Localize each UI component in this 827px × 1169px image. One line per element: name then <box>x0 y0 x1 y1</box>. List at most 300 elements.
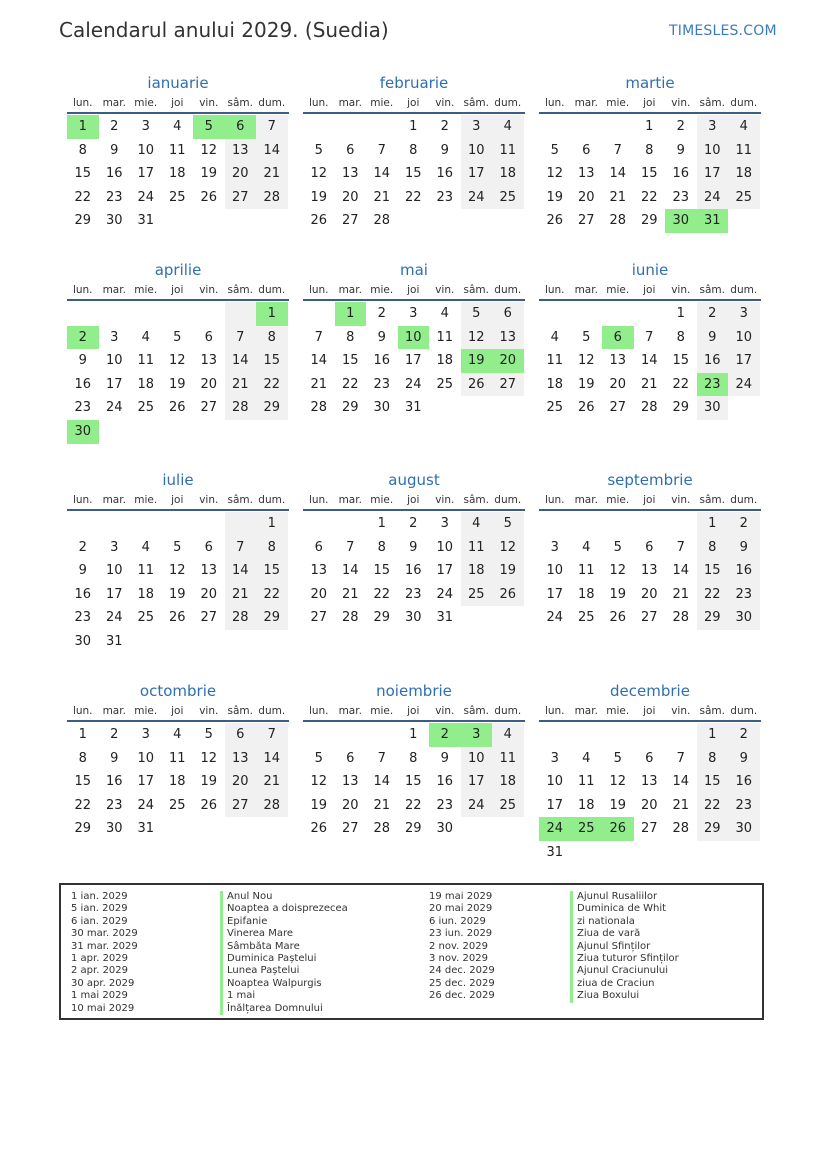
day-cell[interactable]: 28 <box>225 606 257 630</box>
day-cell[interactable]: 27 <box>492 373 524 397</box>
day-cell[interactable]: 7 <box>346 539 355 555</box>
day-cell[interactable]: 8 <box>78 142 87 158</box>
day-cell[interactable]: 26 <box>310 821 328 837</box>
day-cell[interactable]: 31 <box>404 400 422 416</box>
day-cell[interactable]: 13 <box>200 353 218 369</box>
day-cell[interactable]: 6 <box>346 142 355 158</box>
day-cell[interactable]: 23 <box>105 189 123 205</box>
day-cell[interactable]: 19 <box>168 586 186 602</box>
day-cell[interactable]: 5 <box>314 142 323 158</box>
day-cell[interactable]: 7 <box>256 115 288 139</box>
day-cell[interactable]: 14 <box>256 747 288 771</box>
day-cell[interactable]: 16 <box>728 559 760 583</box>
day-cell[interactable]: 7 <box>314 329 323 345</box>
day-cell[interactable]: 20 <box>200 376 218 392</box>
day-cell[interactable]: 6 <box>645 539 654 555</box>
day-cell[interactable]: 11 <box>168 750 186 766</box>
day-cell[interactable]: 5 <box>613 539 622 555</box>
day-cell[interactable]: 23 <box>672 189 690 205</box>
day-cell[interactable]: 11 <box>492 139 524 163</box>
day-cell[interactable]: 2 <box>676 119 685 134</box>
day-cell[interactable]: 19 <box>609 586 627 602</box>
day-cell[interactable]: 9 <box>78 353 87 369</box>
day-cell[interactable]: 3 <box>728 302 760 326</box>
day-cell[interactable]: 1 <box>256 302 288 326</box>
day-cell[interactable]: 18 <box>577 797 595 813</box>
day-cell[interactable]: 10 <box>105 353 123 369</box>
day-cell[interactable]: 13 <box>225 139 257 163</box>
day-cell[interactable]: 10 <box>105 563 123 579</box>
day-cell[interactable]: 3 <box>550 750 559 766</box>
day-cell[interactable]: 26 <box>577 400 595 416</box>
day-cell[interactable]: 7 <box>377 750 386 766</box>
day-cell[interactable]: 16 <box>74 586 92 602</box>
day-cell[interactable]: 25 <box>571 817 603 841</box>
site-logo-text[interactable]: TIMESLES.COM <box>669 23 777 39</box>
day-cell[interactable]: 3 <box>141 727 150 742</box>
day-cell[interactable]: 28 <box>256 186 288 210</box>
day-cell[interactable]: 14 <box>672 774 690 790</box>
day-cell[interactable]: 19 <box>310 189 328 205</box>
day-cell[interactable]: 5 <box>173 329 182 345</box>
day-cell[interactable]: 22 <box>404 189 422 205</box>
day-cell[interactable]: 16 <box>436 774 454 790</box>
day-cell[interactable]: 15 <box>697 559 729 583</box>
day-cell[interactable]: 5 <box>314 750 323 766</box>
day-cell[interactable]: 5 <box>550 142 559 158</box>
day-cell[interactable]: 8 <box>409 750 418 766</box>
day-cell[interactable]: 4 <box>728 115 760 139</box>
day-cell[interactable]: 13 <box>492 326 524 350</box>
day-cell[interactable]: 18 <box>577 586 595 602</box>
day-cell[interactable]: 9 <box>676 142 685 158</box>
day-cell[interactable]: 30 <box>697 396 729 420</box>
day-cell[interactable]: 16 <box>436 166 454 182</box>
day-cell[interactable]: 26 <box>168 610 186 626</box>
day-cell[interactable]: 16 <box>697 349 729 373</box>
day-cell[interactable]: 14 <box>225 559 257 583</box>
day-cell[interactable]: 1 <box>335 302 367 326</box>
day-cell[interactable]: 28 <box>341 610 359 626</box>
day-cell[interactable]: 18 <box>461 559 493 583</box>
day-cell[interactable]: 31 <box>546 844 564 860</box>
day-cell[interactable]: 15 <box>697 770 729 794</box>
day-cell[interactable]: 20 <box>640 797 658 813</box>
day-cell[interactable]: 14 <box>225 349 257 373</box>
day-cell[interactable]: 5 <box>492 512 524 536</box>
day-cell[interactable]: 25 <box>728 186 760 210</box>
day-cell[interactable]: 24 <box>105 400 123 416</box>
day-cell[interactable]: 19 <box>546 189 564 205</box>
day-cell[interactable]: 9 <box>728 536 760 560</box>
day-cell[interactable]: 6 <box>204 329 213 345</box>
day-cell[interactable]: 6 <box>346 750 355 766</box>
day-cell[interactable]: 7 <box>645 329 654 345</box>
day-cell[interactable]: 14 <box>373 774 391 790</box>
day-cell[interactable]: 19 <box>577 376 595 392</box>
day-cell[interactable]: 5 <box>204 727 213 742</box>
day-cell[interactable]: 2 <box>377 306 386 321</box>
day-cell[interactable]: 31 <box>105 633 123 649</box>
day-cell[interactable]: 24 <box>461 794 493 818</box>
day-cell[interactable]: 29 <box>640 213 658 229</box>
day-cell[interactable]: 10 <box>137 750 155 766</box>
day-cell[interactable]: 3 <box>110 539 119 555</box>
day-cell[interactable]: 12 <box>609 563 627 579</box>
day-cell[interactable]: 10 <box>728 326 760 350</box>
day-cell[interactable]: 17 <box>105 376 123 392</box>
day-cell[interactable]: 22 <box>697 794 729 818</box>
day-cell[interactable]: 18 <box>168 774 186 790</box>
day-cell[interactable]: 27 <box>310 610 328 626</box>
day-cell[interactable]: 12 <box>200 750 218 766</box>
day-cell[interactable]: 9 <box>110 750 119 766</box>
day-cell[interactable]: 2 <box>110 119 119 134</box>
day-cell[interactable]: 24 <box>404 376 422 392</box>
day-cell[interactable]: 7 <box>676 539 685 555</box>
day-cell[interactable]: 29 <box>74 821 92 837</box>
day-cell[interactable]: 13 <box>341 166 359 182</box>
day-cell[interactable]: 20 <box>609 376 627 392</box>
day-cell[interactable]: 14 <box>373 166 391 182</box>
day-cell[interactable]: 22 <box>341 376 359 392</box>
day-cell[interactable]: 25 <box>137 400 155 416</box>
day-cell[interactable]: 30 <box>67 420 99 444</box>
day-cell[interactable]: 27 <box>577 213 595 229</box>
day-cell[interactable]: 12 <box>168 563 186 579</box>
day-cell[interactable]: 3 <box>697 115 729 139</box>
day-cell[interactable]: 17 <box>461 162 493 186</box>
day-cell[interactable]: 23 <box>74 610 92 626</box>
day-cell[interactable]: 18 <box>728 162 760 186</box>
day-cell[interactable]: 26 <box>461 373 493 397</box>
day-cell[interactable]: 22 <box>404 797 422 813</box>
day-cell[interactable]: 1 <box>256 512 288 536</box>
day-cell[interactable]: 10 <box>436 539 454 555</box>
day-cell[interactable]: 2 <box>697 302 729 326</box>
day-cell[interactable]: 3 <box>141 119 150 134</box>
day-cell[interactable]: 29 <box>404 821 422 837</box>
day-cell[interactable]: 8 <box>346 329 355 345</box>
day-cell[interactable]: 10 <box>137 142 155 158</box>
day-cell[interactable]: 17 <box>697 162 729 186</box>
day-cell[interactable]: 30 <box>728 817 760 841</box>
day-cell[interactable]: 23 <box>105 797 123 813</box>
day-cell[interactable]: 22 <box>256 583 288 607</box>
day-cell[interactable]: 9 <box>728 747 760 771</box>
day-cell[interactable]: 15 <box>404 166 422 182</box>
day-cell[interactable]: 24 <box>546 610 564 626</box>
day-cell[interactable]: 2 <box>110 727 119 742</box>
day-cell[interactable]: 26 <box>310 213 328 229</box>
day-cell[interactable]: 17 <box>137 774 155 790</box>
day-cell[interactable]: 23 <box>436 797 454 813</box>
day-cell[interactable]: 3 <box>409 306 418 321</box>
day-cell[interactable]: 27 <box>609 400 627 416</box>
day-cell[interactable]: 26 <box>546 213 564 229</box>
day-cell[interactable]: 13 <box>640 563 658 579</box>
day-cell[interactable]: 31 <box>137 821 155 837</box>
day-cell[interactable]: 26 <box>602 817 634 841</box>
day-cell[interactable]: 4 <box>492 115 524 139</box>
day-cell[interactable]: 2 <box>728 723 760 747</box>
day-cell[interactable]: 15 <box>373 563 391 579</box>
day-cell[interactable]: 8 <box>377 539 386 555</box>
day-cell[interactable]: 18 <box>168 166 186 182</box>
day-cell[interactable]: 15 <box>74 774 92 790</box>
day-cell[interactable]: 25 <box>492 794 524 818</box>
day-cell[interactable]: 6 <box>225 723 257 747</box>
day-cell[interactable]: 26 <box>200 189 218 205</box>
day-cell[interactable]: 20 <box>225 770 257 794</box>
day-cell[interactable]: 4 <box>141 329 150 345</box>
day-cell[interactable]: 21 <box>672 797 690 813</box>
day-cell[interactable]: 21 <box>256 770 288 794</box>
day-cell[interactable]: 8 <box>256 536 288 560</box>
day-cell[interactable]: 11 <box>577 563 595 579</box>
day-cell[interactable]: 9 <box>440 142 449 158</box>
day-cell[interactable]: 15 <box>640 166 658 182</box>
day-cell[interactable]: 20 <box>225 162 257 186</box>
day-cell[interactable]: 28 <box>640 400 658 416</box>
day-cell[interactable]: 29 <box>373 610 391 626</box>
day-cell[interactable]: 24 <box>461 186 493 210</box>
day-cell[interactable]: 21 <box>672 586 690 602</box>
day-cell[interactable]: 15 <box>256 559 288 583</box>
day-cell[interactable]: 5 <box>193 115 225 139</box>
day-cell[interactable]: 12 <box>310 166 328 182</box>
day-cell[interactable]: 30 <box>105 821 123 837</box>
day-cell[interactable]: 24 <box>697 186 729 210</box>
day-cell[interactable]: 20 <box>310 586 328 602</box>
day-cell[interactable]: 11 <box>492 747 524 771</box>
day-cell[interactable]: 3 <box>461 723 493 747</box>
day-cell[interactable]: 6 <box>492 302 524 326</box>
day-cell[interactable]: 28 <box>609 213 627 229</box>
day-cell[interactable]: 4 <box>461 512 493 536</box>
day-cell[interactable]: 14 <box>341 563 359 579</box>
day-cell[interactable]: 24 <box>436 586 454 602</box>
day-cell[interactable]: 6 <box>204 539 213 555</box>
day-cell[interactable]: 22 <box>74 189 92 205</box>
day-cell[interactable]: 4 <box>582 539 591 555</box>
day-cell[interactable]: 16 <box>672 166 690 182</box>
day-cell[interactable]: 9 <box>440 750 449 766</box>
day-cell[interactable]: 27 <box>341 821 359 837</box>
day-cell[interactable]: 31 <box>436 610 454 626</box>
day-cell[interactable]: 24 <box>137 189 155 205</box>
day-cell[interactable]: 20 <box>341 797 359 813</box>
day-cell[interactable]: 19 <box>492 559 524 583</box>
day-cell[interactable]: 17 <box>546 586 564 602</box>
day-cell[interactable]: 21 <box>609 189 627 205</box>
day-cell[interactable]: 2 <box>440 119 449 134</box>
day-cell[interactable]: 12 <box>609 774 627 790</box>
day-cell[interactable]: 1 <box>645 119 654 134</box>
day-cell[interactable]: 18 <box>436 353 454 369</box>
day-cell[interactable]: 6 <box>602 326 634 350</box>
day-cell[interactable]: 30 <box>728 606 760 630</box>
day-cell[interactable]: 17 <box>461 770 493 794</box>
day-cell[interactable]: 12 <box>200 142 218 158</box>
day-cell[interactable]: 27 <box>640 821 658 837</box>
day-cell[interactable]: 10 <box>697 139 729 163</box>
day-cell[interactable]: 12 <box>577 353 595 369</box>
day-cell[interactable]: 23 <box>697 373 729 397</box>
day-cell[interactable]: 30 <box>105 213 123 229</box>
day-cell[interactable]: 7 <box>676 750 685 766</box>
day-cell[interactable]: 18 <box>492 770 524 794</box>
day-cell[interactable]: 17 <box>728 349 760 373</box>
day-cell[interactable]: 15 <box>74 166 92 182</box>
day-cell[interactable]: 7 <box>613 142 622 158</box>
day-cell[interactable]: 23 <box>404 586 422 602</box>
day-cell[interactable]: 10 <box>461 139 493 163</box>
day-cell[interactable]: 26 <box>609 610 627 626</box>
day-cell[interactable]: 29 <box>256 606 288 630</box>
day-cell[interactable]: 13 <box>577 166 595 182</box>
day-cell[interactable]: 1 <box>697 512 729 536</box>
day-cell[interactable]: 14 <box>256 139 288 163</box>
day-cell[interactable]: 8 <box>256 326 288 350</box>
day-cell[interactable]: 2 <box>728 512 760 536</box>
day-cell[interactable]: 11 <box>728 139 760 163</box>
day-cell[interactable]: 29 <box>341 400 359 416</box>
day-cell[interactable]: 28 <box>310 400 328 416</box>
day-cell[interactable]: 5 <box>613 750 622 766</box>
day-cell[interactable]: 15 <box>404 774 422 790</box>
day-cell[interactable]: 31 <box>137 213 155 229</box>
day-cell[interactable]: 13 <box>225 747 257 771</box>
day-cell[interactable]: 6 <box>225 115 257 139</box>
day-cell[interactable]: 3 <box>110 329 119 345</box>
day-cell[interactable]: 6 <box>582 142 591 158</box>
day-cell[interactable]: 25 <box>461 583 493 607</box>
day-cell[interactable]: 3 <box>440 516 449 531</box>
day-cell[interactable]: 2 <box>409 516 418 531</box>
day-cell[interactable]: 1 <box>409 119 418 134</box>
day-cell[interactable]: 4 <box>440 306 449 321</box>
day-cell[interactable]: 8 <box>676 329 685 345</box>
day-cell[interactable]: 1 <box>67 115 99 139</box>
day-cell[interactable]: 12 <box>492 536 524 560</box>
day-cell[interactable]: 27 <box>200 400 218 416</box>
day-cell[interactable]: 29 <box>697 606 729 630</box>
day-cell[interactable]: 22 <box>672 376 690 392</box>
day-cell[interactable]: 27 <box>225 186 257 210</box>
day-cell[interactable]: 10 <box>546 563 564 579</box>
day-cell[interactable]: 7 <box>377 142 386 158</box>
day-cell[interactable]: 16 <box>74 376 92 392</box>
day-cell[interactable]: 27 <box>225 794 257 818</box>
day-cell[interactable]: 17 <box>105 586 123 602</box>
day-cell[interactable]: 22 <box>640 189 658 205</box>
day-cell[interactable]: 1 <box>676 306 685 321</box>
day-cell[interactable]: 7 <box>225 536 257 560</box>
day-cell[interactable]: 21 <box>310 376 328 392</box>
day-cell[interactable]: 7 <box>256 723 288 747</box>
day-cell[interactable]: 13 <box>341 774 359 790</box>
day-cell[interactable]: 11 <box>436 329 454 345</box>
day-cell[interactable]: 29 <box>256 396 288 420</box>
day-cell[interactable]: 13 <box>640 774 658 790</box>
day-cell[interactable]: 1 <box>377 516 386 531</box>
day-cell[interactable]: 16 <box>105 166 123 182</box>
day-cell[interactable]: 19 <box>310 797 328 813</box>
day-cell[interactable]: 17 <box>436 563 454 579</box>
day-cell[interactable]: 30 <box>74 633 92 649</box>
day-cell[interactable]: 29 <box>697 817 729 841</box>
day-cell[interactable]: 17 <box>546 797 564 813</box>
day-cell[interactable]: 28 <box>373 821 391 837</box>
day-cell[interactable]: 3 <box>461 115 493 139</box>
day-cell[interactable]: 12 <box>310 774 328 790</box>
day-cell[interactable]: 9 <box>110 142 119 158</box>
day-cell[interactable]: 8 <box>409 142 418 158</box>
day-cell[interactable]: 28 <box>672 610 690 626</box>
day-cell[interactable]: 24 <box>105 610 123 626</box>
day-cell[interactable]: 30 <box>404 610 422 626</box>
day-cell[interactable]: 4 <box>141 539 150 555</box>
day-cell[interactable]: 8 <box>697 747 729 771</box>
day-cell[interactable]: 25 <box>577 610 595 626</box>
day-cell[interactable]: 17 <box>404 353 422 369</box>
day-cell[interactable]: 6 <box>314 539 323 555</box>
day-cell[interactable]: 2 <box>67 326 99 350</box>
day-cell[interactable]: 14 <box>640 353 658 369</box>
day-cell[interactable]: 20 <box>492 349 524 373</box>
day-cell[interactable]: 22 <box>373 586 391 602</box>
day-cell[interactable]: 6 <box>645 750 654 766</box>
day-cell[interactable]: 10 <box>546 774 564 790</box>
day-cell[interactable]: 25 <box>168 797 186 813</box>
day-cell[interactable]: 16 <box>404 563 422 579</box>
day-cell[interactable]: 8 <box>78 750 87 766</box>
day-cell[interactable]: 23 <box>728 583 760 607</box>
day-cell[interactable]: 28 <box>672 821 690 837</box>
day-cell[interactable]: 21 <box>256 162 288 186</box>
day-cell[interactable]: 5 <box>582 329 591 345</box>
day-cell[interactable]: 22 <box>74 797 92 813</box>
day-cell[interactable]: 14 <box>609 166 627 182</box>
day-cell[interactable]: 9 <box>78 563 87 579</box>
day-cell[interactable]: 16 <box>373 353 391 369</box>
day-cell[interactable]: 20 <box>341 189 359 205</box>
day-cell[interactable]: 4 <box>582 750 591 766</box>
day-cell[interactable]: 17 <box>137 166 155 182</box>
day-cell[interactable]: 15 <box>341 353 359 369</box>
day-cell[interactable]: 15 <box>256 349 288 373</box>
day-cell[interactable]: 5 <box>173 539 182 555</box>
day-cell[interactable]: 14 <box>672 563 690 579</box>
day-cell[interactable]: 24 <box>728 373 760 397</box>
day-cell[interactable]: 19 <box>609 797 627 813</box>
day-cell[interactable]: 24 <box>539 817 571 841</box>
day-cell[interactable]: 18 <box>546 376 564 392</box>
day-cell[interactable]: 5 <box>461 302 493 326</box>
day-cell[interactable]: 29 <box>74 213 92 229</box>
day-cell[interactable]: 14 <box>310 353 328 369</box>
day-cell[interactable]: 4 <box>492 723 524 747</box>
day-cell[interactable]: 18 <box>492 162 524 186</box>
day-cell[interactable]: 25 <box>168 189 186 205</box>
day-cell[interactable]: 25 <box>492 186 524 210</box>
day-cell[interactable]: 11 <box>461 536 493 560</box>
day-cell[interactable]: 12 <box>461 326 493 350</box>
day-cell[interactable]: 30 <box>373 400 391 416</box>
day-cell[interactable]: 13 <box>609 353 627 369</box>
day-cell[interactable]: 20 <box>640 586 658 602</box>
